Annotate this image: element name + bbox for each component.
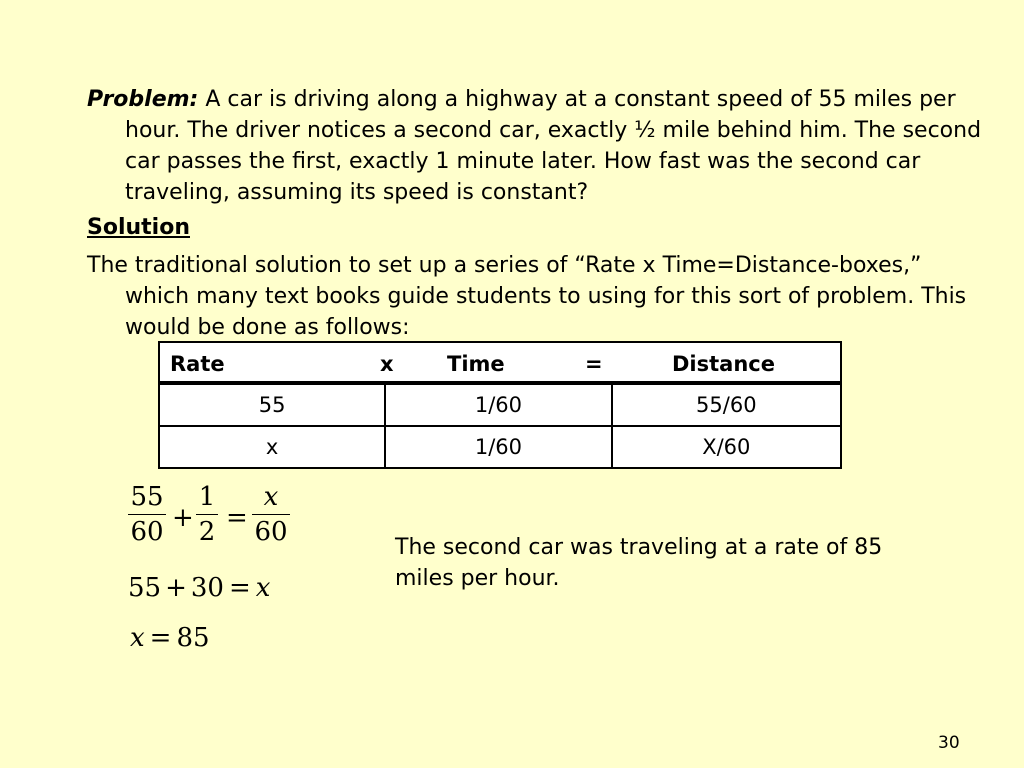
eq3-value: 85	[176, 623, 210, 653]
rate-cell: x	[159, 426, 385, 468]
fraction-numerator: x	[263, 482, 279, 512]
distance-cell: 55/60	[612, 383, 841, 426]
time-cell: 1/60	[385, 426, 611, 468]
eq2-var: x	[255, 573, 271, 603]
header-equals: =	[585, 352, 603, 376]
table-header-cell	[159, 342, 841, 383]
time-cell: 1/60	[385, 383, 611, 426]
solution-intro: The traditional solution to set up a series of “Rate x Time=Distance-boxes,” which many text books guide students to using for this sort of problem. This would be done as follows:	[87, 253, 967, 340]
distance-cell: X/60	[612, 426, 841, 468]
fraction-denominator: 2	[198, 517, 216, 547]
equals-sign: =	[226, 503, 248, 533]
header-rate: Rate	[170, 352, 225, 376]
fraction-1-2	[196, 482, 218, 547]
equation-3	[130, 623, 210, 653]
problem-paragraph	[87, 84, 985, 208]
problem-text: A car is driving along a highway at a constant speed of 55 miles per hour. The driver notices a second car, exactly ½ mile behind him. The second car passes the first, exactly 1 minute later. How fast was the second car traveling, assuming its speed is constant?	[125, 87, 982, 205]
equation-2	[128, 573, 270, 603]
header-distance: Distance	[672, 352, 775, 376]
plus-sign: +	[172, 503, 194, 533]
eq2-left: 55	[128, 573, 162, 603]
fraction-x-60	[252, 482, 290, 547]
fraction-numerator: 1	[198, 482, 216, 512]
eq2-plus: +	[165, 573, 187, 603]
eq3-equals: =	[149, 623, 172, 653]
fraction-numerator: 55	[130, 482, 164, 512]
fraction-denominator: 60	[130, 517, 164, 547]
header-time: Time	[447, 352, 505, 376]
eq2-mid: 30	[190, 573, 224, 603]
page-number: 30	[938, 733, 960, 753]
fraction-denominator: 60	[254, 517, 288, 547]
header-times: x	[380, 352, 394, 376]
solution-heading: Solution	[87, 215, 190, 240]
rate-time-distance-table	[158, 341, 842, 469]
rate-cell: 55	[159, 383, 385, 426]
table-row	[159, 383, 841, 426]
answer-text: The second car was traveling at a rate of 85 miles per hour.	[395, 535, 883, 591]
problem-label: Problem:	[87, 87, 199, 112]
table-header-row	[159, 342, 841, 383]
table-row	[159, 426, 841, 468]
eq2-equals: =	[228, 573, 251, 603]
eq3-var: x	[130, 623, 145, 653]
fraction-55-60	[128, 482, 166, 547]
